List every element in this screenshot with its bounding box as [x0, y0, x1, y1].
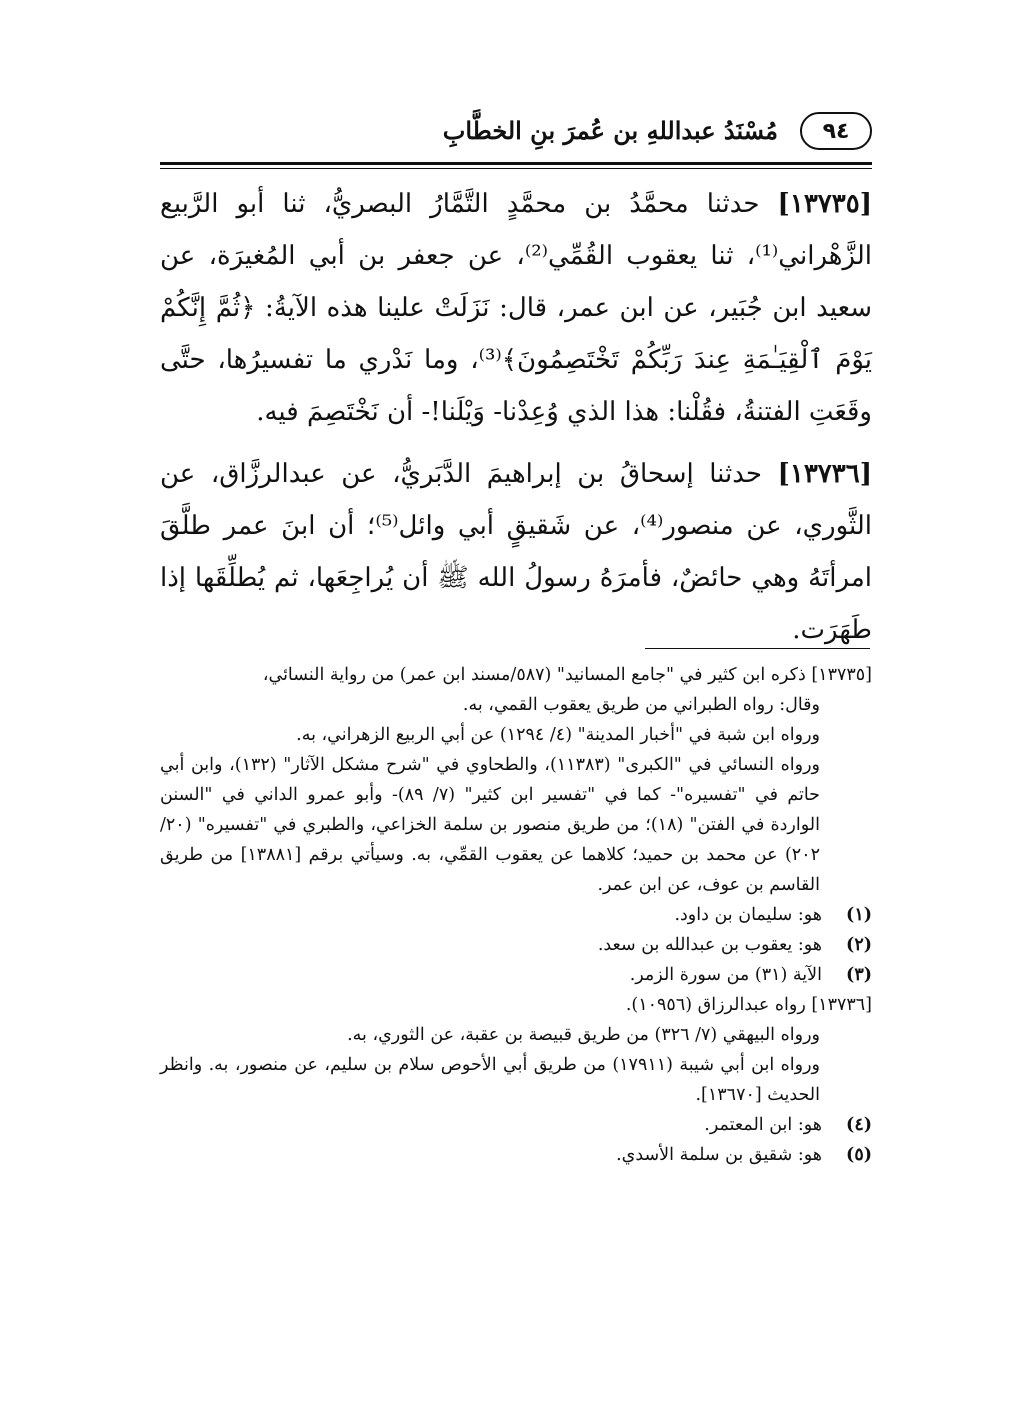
note-13735-first-line: [١٣٧٣٥] ذكره ابن كثير في "جامع المسانيد" (٥٨٧/مسند ابن عمر) من رواية النسائي،: [262, 665, 872, 685]
hadith-text: حدثنا إسحاقُ بن إبراهيمَ الدَّبَريُّ، عن عبدالرزَّاق، عن الثَّوري، عن منصور⁽⁴⁾، عن شَقيقٍ أبي وائل⁽⁵⁾؛ أن ابنَ عمر طلَّقَ امرأتَهُ وهي حائضٌ، فأمرَهُ رسولُ الله ﷺ أن يُراجِعَها، ثم يُطلِّقَها إذا طَهَرَت.: [160, 459, 873, 645]
footnote-2: [160, 930, 872, 960]
footnote-number: (١): [846, 905, 872, 925]
footnote-4: [160, 1110, 872, 1140]
footnote-text: هو: ابن المعتمر.: [704, 1115, 822, 1135]
footnotes: [160, 660, 872, 1170]
header-rule-thick: [160, 162, 872, 165]
footnote-1: [160, 900, 872, 930]
hadith-number: [١٣٧٣٦]: [777, 459, 873, 489]
note-13735-line: ورواه ابن شبة في "أخبار المدينة" (٤/ ١٢٩٤) عن أبي الربيع الزهراني، به.: [296, 725, 820, 745]
footnote-number: (٢): [846, 935, 872, 955]
note-13736-line: ورواه البيهقي (٧/ ٣٢٦) من طريق قبيصة بن عقبة، عن الثوري، به.: [347, 1025, 820, 1045]
footnote-number: (٤): [846, 1115, 872, 1135]
footnote-5: [160, 1140, 872, 1170]
footnote-number: (٣): [846, 965, 872, 985]
footnote-3: [160, 960, 872, 990]
footnote-text: الآية (٣١) من سورة الزمر.: [629, 965, 822, 985]
note-13736-paragraph: ورواه ابن أبي شيبة (١٧٩١١) من طريق أبي الأحوص سلام بن سليم، عن منصور، به. وانظر الحديث [١٣٦٧٠].: [160, 1055, 820, 1105]
footnote-text: هو: يعقوب بن عبدالله بن سعد.: [597, 935, 822, 955]
page-number-badge: [800, 112, 872, 150]
note-13735-paragraph: ورواه النسائي في "الكبرى" (١١٣٨٣)، والطحاوي في "شرح مشكل الآثار" (١٣٢)، وابن أبي حاتم في "تفسيره"- كما في "تفسير ابن كثير" (٧/ ٨٩)- وأبو عمرو الداني في "السنن الواردة في الفتن" (١٨)؛ من طريق منصور بن سلمة الخزاعي، والطبري في "تفسيره" (٢٠/ ٢٠٢) عن محمد بن حميد؛ كلاهما عن يعقوب القمِّي، به. وسيأتي برقم [١٣٨٨١] من طريق القاسم بن عوف، عن ابن عمر.: [160, 755, 820, 895]
note-13736-first-line: [١٣٧٣٦] رواه عبدالرزاق (١٠٩٥٦).: [625, 995, 872, 1015]
hadith-text: حدثنا محمَّدُ بن محمَّدٍ التَّمَّارُ البصريُّ، ثنا أبو الرَّبيع الزَّهْراني⁽¹⁾، ثنا يعقوب القُمِّي⁽²⁾، عن جعفر بن أبي المُغيرَة، عن سعيد ابن جُبَير، عن ابن عمر، قال: نَزَلَتْ علينا هذه الآيةُ: ﴿ثُمَّ إِنَّكُمْ يَوْمَ ٱلْقِيَـٰمَةِ عِندَ رَبِّكُمْ تَخْتَصِمُونَ﴾⁽³⁾، وما نَدْري ما تفسيرُها، حتَّى وقَعَتِ الفتنةُ، فقُلْنا: هذا الذي وُعِدْنا- وَيْلَنا!- أن نَخْتَصِمَ فيه.: [160, 189, 872, 427]
hadith-13736: [160, 448, 872, 656]
footnote-text: هو: سليمان بن داود.: [674, 905, 822, 925]
running-title: مُسْنَدُ عبداللهِ بن عُمرَ بنِ الخطَّابِ: [442, 116, 778, 145]
hadith-13735: [160, 178, 872, 438]
footnote-number: (٥): [846, 1145, 872, 1165]
header-rule-thin: [160, 168, 872, 169]
page-header: [160, 112, 872, 156]
footnote-separator: [645, 648, 870, 649]
page-number: ٩٤: [822, 118, 850, 144]
hadith-number: [١٣٧٣٥]: [777, 189, 872, 219]
main-text: [160, 178, 872, 666]
footnote-text: هو: شقيق بن سلمة الأسدي.: [616, 1145, 822, 1165]
note-13735-line: وقال: رواه الطبراني من طريق يعقوب القمي، به.: [462, 695, 820, 715]
